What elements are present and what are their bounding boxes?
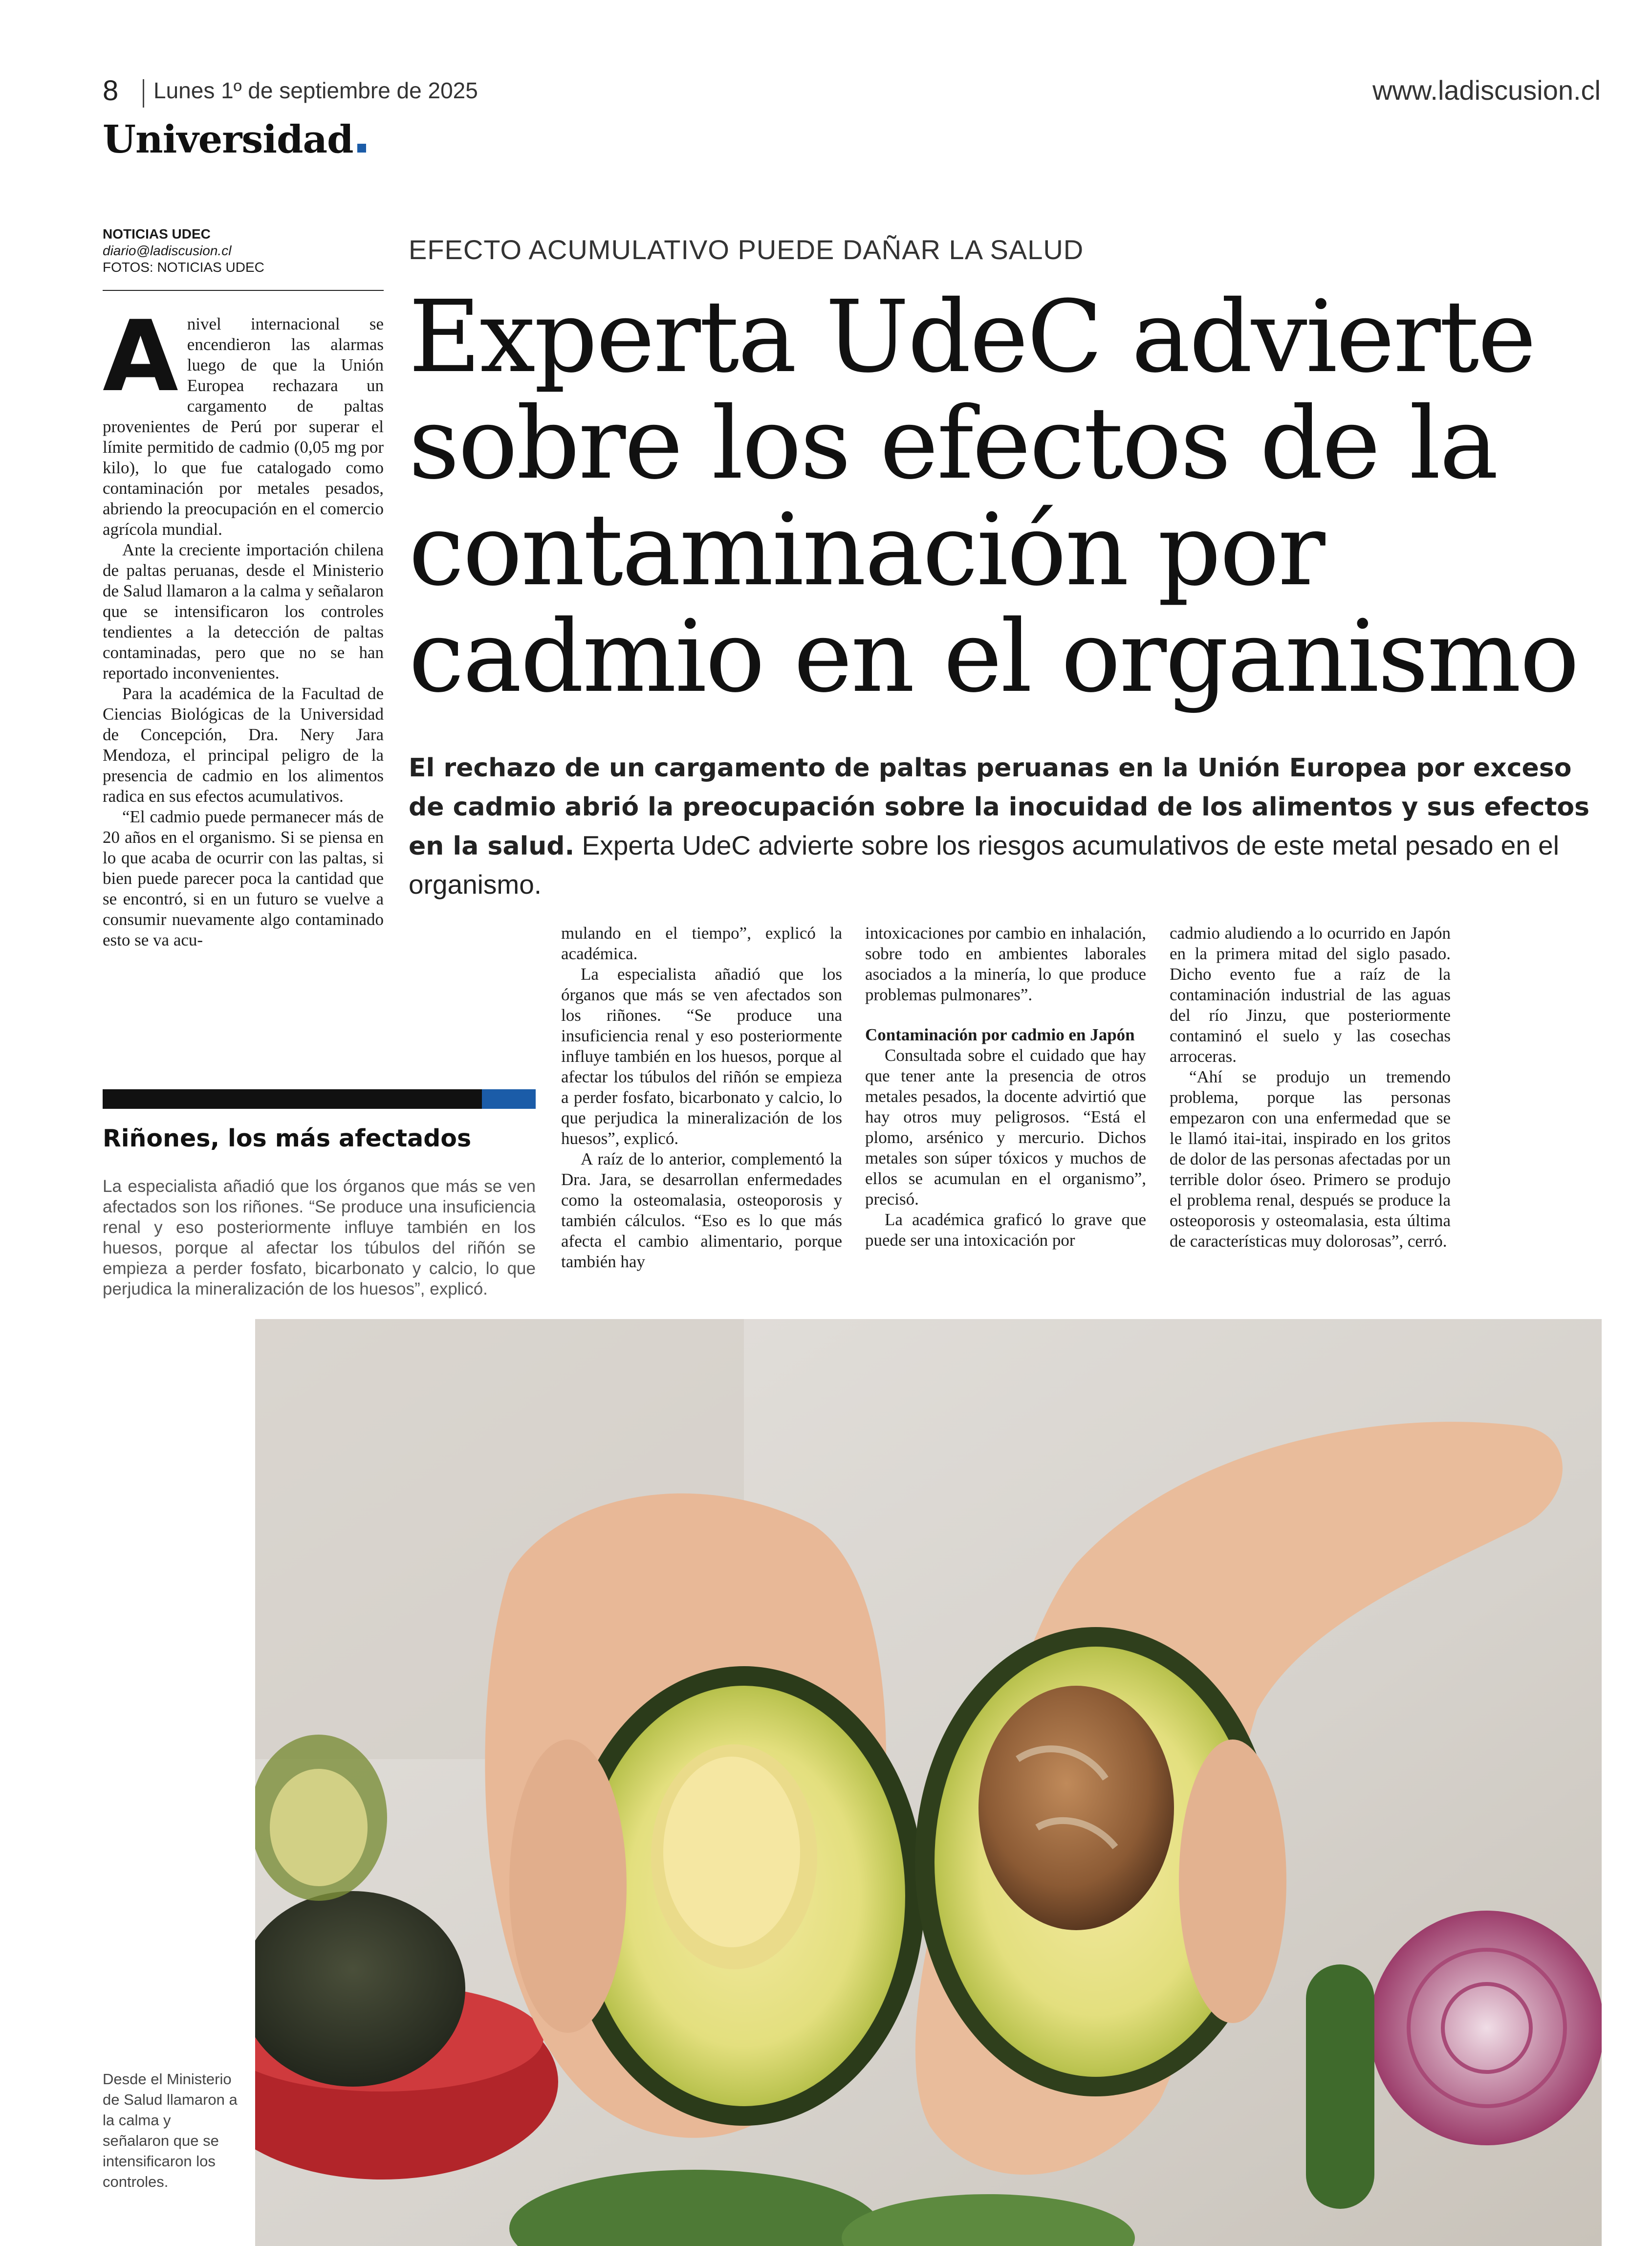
avocado-photo xyxy=(255,1319,1602,2246)
article-column-3 xyxy=(865,923,1146,1251)
paragraph: intoxicaciones por cambio en inhalación, sobre todo en ambientes laborales asociados a la minería, lo que produce problemas pulmonares”. xyxy=(865,924,1146,1004)
page-number: 8 xyxy=(103,75,119,107)
site-url[interactable]: www.ladiscusion.cl xyxy=(1372,75,1601,106)
paragraph: La académica graficó lo grave que puede ser una intoxicación por xyxy=(865,1210,1146,1250)
issue-date: Lunes 1º de septiembre de 2025 xyxy=(153,78,478,103)
section-label: Universidad xyxy=(103,117,353,162)
paragraph: Ante la creciente importación chilena de paltas peruanas, desde el Ministerio de Salud llamaron a la calma y señalaron que se intensificaron los controles tendientes a la detección de paltas contaminadas, pero que no se han reportado inconvenientes. xyxy=(103,540,384,683)
article-column-2 xyxy=(561,923,842,1272)
byline-photos: FOTOS: NOTICIAS UDEC xyxy=(103,260,264,275)
lead-paragraph xyxy=(409,748,1611,903)
headline: Experta UdeC advierte sobre los efectos de la contaminación por cadmio en el organismo xyxy=(409,279,1578,714)
section-title xyxy=(103,117,366,162)
article-column-1 xyxy=(103,300,384,950)
paragraph: nivel internacional se encendieron las alarmas luego de que la Unión Europea rechazara un cargamento de paltas provenientes de Perú por superar el límite permitido de cadmio (0,05 mg por kilo), lo que fue catalogado como contaminación por metales pesados, abriendo la preocupación en el comercio agrícola mundial. xyxy=(103,314,384,539)
byline-divider xyxy=(103,290,384,291)
paragraph: La especialista añadió que los órganos que más se ven afectados son los riñones. “Se produce una insuficiencia renal y eso posteriormente influye también en los huesos, porque al afectar los túbulos del riñón se empieza a perder fosfato, bicarbonato y calcio, lo que perjudica la mineralización de los huesos”, explicó. xyxy=(561,965,842,1148)
paragraph: Para la académica de la Facultad de Ciencias Biológicas de la Universidad de Concepción, Dra. Nery Jara Mendoza, el principal peligro de la presencia de cadmio en los alimentos radica en sus efectos acumulativos. xyxy=(103,684,384,806)
paragraph: mulando en el tiempo”, explicó la académica. xyxy=(561,924,842,963)
byline xyxy=(103,226,384,276)
sidebar-title: Riñones, los más afectados xyxy=(103,1124,472,1152)
byline-author: NOTICIAS UDEC xyxy=(103,226,211,242)
paragraph: A raíz de lo anterior, complementó la Dra. Jara, se desarrollan enfermedades como la osteomalasia, osteoporosis y también cálculos. “Eso es lo que más afecta el cambio alimentario, porque también hay xyxy=(561,1149,842,1271)
sidebar-rule xyxy=(103,1089,482,1109)
paragraph: “Ahí se produjo un tremendo problema, porque las personas empezaron con una enfermedad que se le llamó itai-itai, inspirado en los gritos de dolor de las personas afectadas por un terrible dolor óseo. Primero se produjo el problema renal, después se produce la osteoporosis y osteomalasia, esta última de características muy dolorosas”, cerró. xyxy=(1170,1067,1451,1251)
article-column-4 xyxy=(1170,923,1451,1252)
paragraph: “El cadmio puede permanecer más de 20 años en el organismo. Si se piensa en lo que acaba de ocurrir con las paltas, si bien puede parecer poca la cantidad que se encontró, si en un futuro se vuelve a consumir nuevamente algo contaminado esto se va acu- xyxy=(103,807,384,949)
sidebar-rule-accent xyxy=(482,1089,536,1109)
drop-cap: A xyxy=(103,300,178,414)
paragraph: cadmio aludiendo a lo ocurrido en Japón en la primera mitad del siglo pasado. Dicho evento fue a raíz de la contaminación industrial de las aguas del río Jinzu, que posteriormente contaminó el suelo y las cosechas arroceras. xyxy=(1170,924,1451,1066)
header-divider xyxy=(143,79,144,108)
lead-bold: El rechazo de un cargamento de paltas peruanas en la Unión Europea por exceso de cadmio abrió la preocupación sobre la inocuidad de los alimentos y sus efectos en la salud. xyxy=(409,753,1590,861)
section-dot xyxy=(357,144,366,153)
byline-email[interactable]: diario@ladiscusion.cl xyxy=(103,243,232,258)
photo-caption: Desde el Ministerio de Salud llamaron a la calma y señalaron que se intensificaron los controles. xyxy=(103,2070,238,2190)
sidebar-text: La especialista añadió que los órganos que más se ven afectados son los riñones. “Se produce una insuficiencia renal y eso posteriormente influye también en los huesos, porque al afectar los túbulos del riñón se empieza a perder fosfato, bicarbonato y calcio, lo que perjudica la mineralización de los huesos”, explicó. xyxy=(103,1177,536,1299)
paragraph: Consultada sobre el cuidado que hay que tener ante la presencia de otros metales pesados, la docente advirtió que hay otros muy peligrosos. “Está el plomo, arsénico y mercurio. Dichos metales son súper tóxicos y muchos de ellos se acumulan en el organismo”, precisó. xyxy=(865,1046,1146,1209)
lead-regular: Experta UdeC advierte sobre los riesgos acumulativos de este metal pesado en el organismo. xyxy=(409,830,1559,900)
subheading: Contaminación por cadmio en Japón xyxy=(865,1025,1135,1044)
kicker: EFECTO ACUMULATIVO PUEDE DAÑAR LA SALUD xyxy=(409,234,1084,265)
